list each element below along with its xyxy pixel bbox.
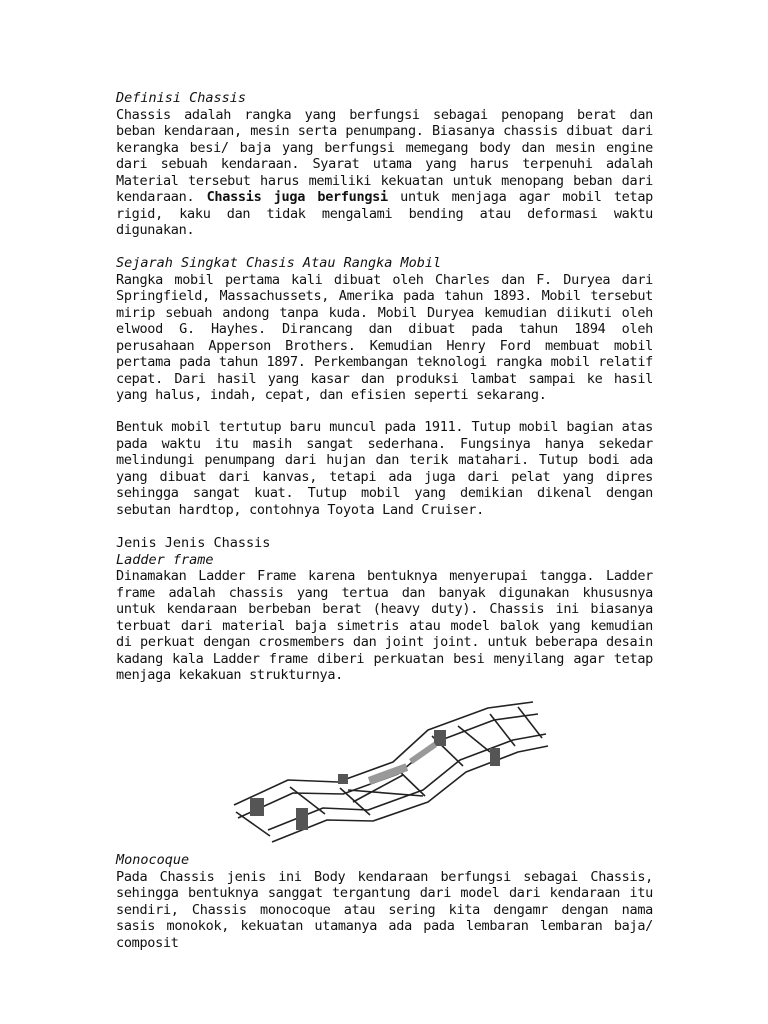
sejarah-paragraph-2: Bentuk mobil tertutup baru muncul pada 1911. Tutup mobil bagian atas pada waktu itu masih sangat sederhana. Fungsinya hanya sekedar melindungi penumpang dari hujan dan terik matahari. Tutup bodi ada yang dibuat dari kanvas, tetapi ada juga dari pelat yang dipres sehingga sangat kuat. Tutup mobil yang demikian dikenal dengan sebutan hardtop, contohnya Toyota Land Cruiser. xyxy=(116,419,653,518)
monocoque-heading: Monocoque xyxy=(116,852,190,868)
definisi-heading: Definisi Chassis xyxy=(116,90,247,106)
ladder-paragraph: Dinamakan Ladder Frame karena bentuknya menyerupai tangga. Ladder frame adalah chassis yang tertua dan banyak digunakan khususnya untuk kendaraan berbeban berat (heavy duty). Chassis ini biasanya terbuat dari material baja simetris atau model balok yang kemudian di perkuat dengan crosmembers dan joint joint. untuk beberapa desain kadang kala Ladder frame diberi perkuatan besi menyilang agar tetap menjaga kekakuan strukturnya. xyxy=(116,568,653,683)
monocoque-paragraph: Pada Chassis jenis ini Body kendaraan berfungsi sebagai Chassis, sehingga bentuknya sanggat tergantung dari model dari kendaraan itu sendiri, Chassis monocoque atau sering kita dengamr dengan nama sasis monokok, kekuatan utamanya ada pada lembaran lembaran baja/ composit xyxy=(116,868,653,951)
ladder-frame-illustration xyxy=(228,690,550,850)
definisi-section xyxy=(116,90,653,239)
sejarah-section xyxy=(116,255,653,404)
definisi-paragraph xyxy=(116,107,653,239)
sejarah-heading: Sejarah Singkat Chasis Atau Rangka Mobil xyxy=(116,255,442,271)
monocoque-section xyxy=(116,852,653,951)
jenis-section xyxy=(116,535,653,684)
jenis-heading: Jenis Jenis Chassis xyxy=(116,535,271,551)
sejarah-paragraph-2-block xyxy=(116,419,653,518)
sejarah-paragraph-1: Rangka mobil pertama kali dibuat oleh Charles dan F. Duryea dari Springfield, Massachussets, Amerika pada tahun 1893. Mobil tersebut mirip sebuah andong tanpa kuda. Mobil Duryea kemudian diikuti oleh elwood G. Hayhes. Dirancang dan dibuat pada tahun 1894 oleh perusahaan Apperson Brothers. Kemudian Henry Ford membuat mobil pertama pada tahun 1897. Perkembangan teknologi rangka mobil relatif cepat. Dari hasil yang kasar dan produksi lambat sampai ke hasil yang halus, indah, cepat, dan efisien seperti sekarang. xyxy=(116,271,653,403)
definisi-text-before: Chassis adalah rangka yang berfungsi sebagai penopang berat dan beban kendaraan, mesin serta penumpang. Biasanya chassis dibuat dari kerangka besi/ baja yang berfungsi memegang body dan mesin engine dari sebuah kendaraan. Syarat utama yang harus terpenuhi adalah Material tersebut harus memiliki kekuatan untuk menopang beban dari kendaraan. xyxy=(116,106,653,205)
definisi-text-after: untuk menjaga agar mobil tetap rigid, kaku dan tidak mengalami bending atau deformasi waktu digunakan. xyxy=(116,189,653,238)
definisi-text-bold: Chassis juga berfungsi xyxy=(206,189,388,205)
ladder-heading: Ladder frame xyxy=(116,551,214,568)
